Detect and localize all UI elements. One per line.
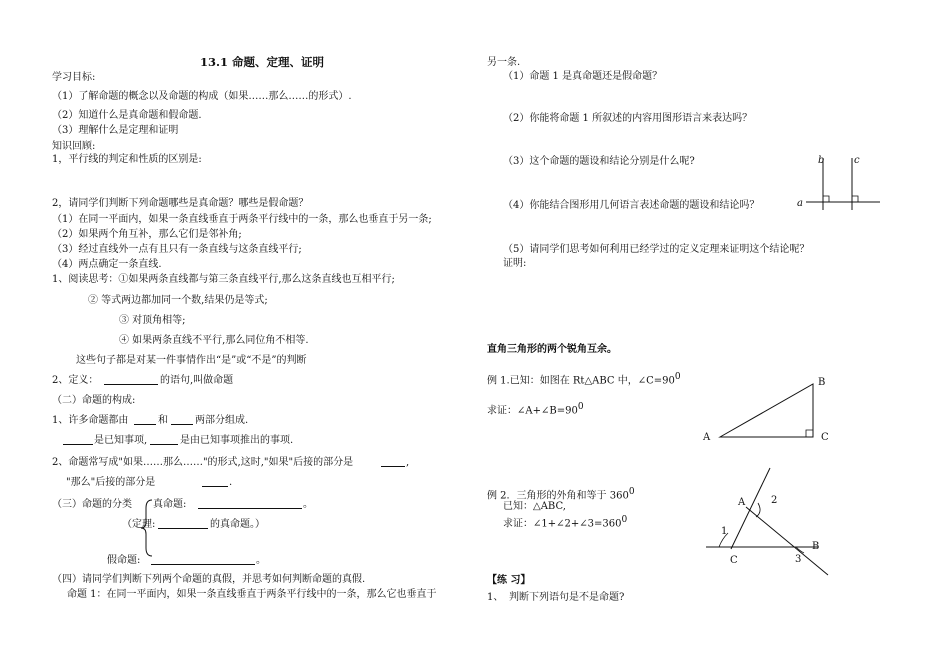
degree-sup: 0 [674,372,681,382]
right-triangle-figure [700,370,840,450]
label-B: B [818,377,826,388]
practice-item-text: 判断下列语句是不是命题? [509,592,625,603]
question-2: （2）你能将命题 1 所叙述的内容用图形语言来表达吗？ [503,113,753,124]
structure-blank-3[interactable] [63,444,93,445]
question-3: （3）这个命题的题设和结论分别是什么呢? [503,156,695,167]
angle-2-label: 2 [771,495,778,506]
practice-heading: 【练 习】 [487,575,531,586]
structure-line1: 1、许多命题都由 [52,415,129,426]
structure-and: 和 [158,415,168,426]
false-prop-end: 。 [256,555,266,566]
structure-blank-2[interactable] [171,424,193,425]
definition-label: 2、定义： [52,375,99,386]
proposition-1: 命题 1：在同一平面内，如果一条直线垂直于两条平行线中的一条，那么它也垂直于 [67,589,437,600]
goal-item: （2）知道什么是真命题和假命题. [52,110,202,121]
true-prop-blank[interactable] [198,508,302,509]
example-1 [487,371,681,387]
example-2-text: 例 2．三角形的外角和等于 360 [487,490,629,502]
example-2-prove [503,514,627,530]
label-A: A [738,497,746,508]
q2-item: （1）在同一平面内，如果一条直线垂直于两条平行线中的一条，那么也垂直于另一条; [52,214,432,225]
label-a: a [797,198,803,209]
label-C: C [730,555,738,566]
parallel-lines-figure [790,152,890,212]
structure-line4: "那么"后接的部分是 [66,477,156,488]
angle-1-label: 1 [721,526,728,537]
label-A: A [703,432,711,443]
reading-item: ② 等式两边都加同一个数,结果仍是等式; [88,295,268,306]
q2-item: （4）两点确定一条直线. [52,259,162,270]
structure-line2-b: 是由已知事项推出的事项. [180,435,294,446]
proposition-1-continued: 另一条. [487,57,521,68]
page-title: 13.1 命题、定理、证明 [200,55,325,69]
structure-line3-end: , [406,457,410,468]
structure-line3: 2、命题常写成"如果……那么……"的形式,这时,"如果"后接的部分是 [52,457,354,468]
q2-item: （3）经过直线外一点有且只有一条直线与这条直线平行; [52,244,302,255]
example-2-prove-text: 求证：∠1+∠2+∠3=360 [503,518,622,530]
true-prop-label: 真命题: [153,499,187,510]
label-B: B [812,541,820,552]
theorem-tail: 的真命题。） [210,519,265,530]
q2-prompt: 2，请同学们判断下列命题哪些是真命题？哪些是假命题？ [52,198,309,209]
review-question-1: 1，平行线的判定和性质的区别是: [52,154,202,165]
reading-lead: 1、阅读思考：①如果两条直线都与第三条直线平行,那么这条直线也互相平行; [52,274,395,285]
structure-blank-1[interactable] [134,424,156,425]
right-triangle-heading: 直角三角形的两个锐角互余。 [487,344,617,355]
question-5: （5）请同学们思考如何利用已经学过的定义定理来证明这个结论呢？ [503,244,810,255]
label-b: b [818,155,825,166]
classify-heading: （三）命题的分类 [52,499,132,510]
structure-heading: （二）命题的构成: [52,395,136,406]
judge-heading: （四）请同学们判断下列两个命题的真假，并思考如何判断命题的真假. [52,574,366,585]
question-1: （1）命题 1 是真命题还是假命题？ [503,71,663,82]
structure-line2-a: 是已知事项, [94,435,148,446]
true-prop-end: 。 [303,499,313,510]
structure-blank-5[interactable] [381,466,405,467]
definition-tail: 的语句,叫做命题 [160,375,234,386]
question-4: （4）你能结合图形用几何语言表述命题的题设和结论吗？ [503,200,760,211]
structure-blank-6[interactable] [202,486,228,487]
practice-item-number: 1、 [487,592,504,603]
q2-item: （2）如果两个角互补，那么它们是邻补角; [52,229,242,240]
theorem-blank[interactable] [158,528,208,529]
example-1-text: 例 1.已知：如图在 Rt△ABC 中，∠C=90 [487,375,675,387]
label-c: c [854,155,860,166]
reading-item: ④ 如果两条直线不平行,那么同位角不相等. [119,335,309,346]
proof-label: 证明: [503,258,527,269]
degree-sup: 0 [577,402,584,412]
goals-heading: 学习目标: [52,72,96,83]
example-2-given: 已知：△ABC, [503,501,566,512]
degree-sup: 0 [621,515,628,525]
structure-line4-end: . [229,477,233,488]
false-prop-label: 假命题: [107,555,141,566]
review-heading: 知识回顾: [52,141,96,152]
goal-item: （1）了解命题的概念以及命题的构成（如果……那么……的形式）. [52,91,352,102]
degree-sup: 0 [628,487,635,497]
definition-blank[interactable] [104,384,158,385]
exterior-angle-figure [700,465,850,580]
false-prop-blank[interactable] [151,564,255,565]
goal-item: （3）理解什么是定理和证明 [52,125,179,136]
reading-item: ③ 对顶角相等; [119,315,186,326]
structure-blank-4[interactable] [150,444,178,445]
label-C: C [821,432,829,443]
structure-line1-end: 两部分组成. [195,415,249,426]
theorem-label: （定理: [122,519,156,530]
angle-3-label: 3 [795,554,802,565]
reading-summary: 这些句子都是对某一件事情作出“是”或“不是”的判断 [76,355,307,366]
example-1-prove-text: 求证：∠A+∠B=90 [487,405,578,417]
example-1-prove [487,401,584,417]
